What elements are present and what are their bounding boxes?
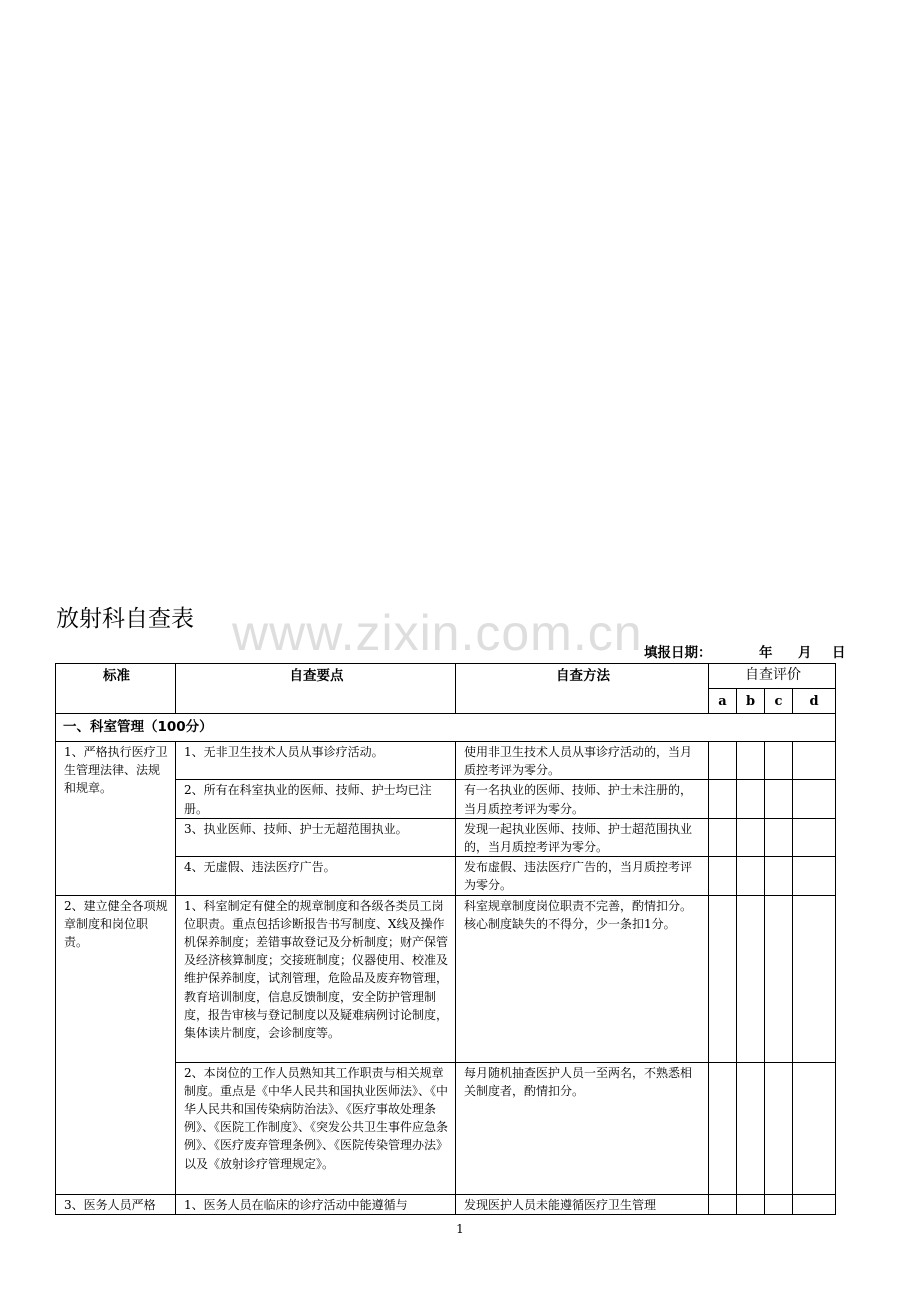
section-heading: 一、科室管理（100分）: [56, 714, 836, 742]
header-b: b: [737, 689, 765, 714]
header-method: 自查方法: [456, 664, 709, 714]
date-label: 填报日期：: [644, 645, 712, 661]
point-cell: 1、科室制定有健全的规章制度和各级各类员工岗位职责。重点包括诊断报告书写制度、X线及操作机保养制度；差错事故登记及分析制度；财产保管及经济核算制度；交接班制度；仪器使用、校准及维护保养制度，试剂管理，危险品及废弃物管理，教育培训制度，信息反馈制度，安全防护管理制度，报告审核与登记制度以及疑难病例讨论制度，集体读片制度，会诊制度等。: [176, 895, 456, 1062]
eval-b-cell[interactable]: [737, 742, 765, 780]
standard-cell: 2、建立健全各项规章制度和岗位职责。: [56, 895, 176, 1194]
standard-cell: 1、严格执行医疗卫生管理法律、法规和规章。: [56, 742, 176, 896]
table-row: [56, 895, 836, 1062]
eval-c-cell[interactable]: [765, 1062, 793, 1194]
document-title: 放射科自查表: [56, 606, 194, 632]
eval-d-cell[interactable]: [793, 895, 836, 1062]
header-points: 自查要点: [176, 664, 456, 714]
eval-c-cell[interactable]: [765, 895, 793, 1062]
eval-d-cell[interactable]: [793, 1194, 836, 1214]
eval-c-cell[interactable]: [765, 780, 793, 818]
eval-a-cell[interactable]: [709, 895, 737, 1062]
point-cell: 1、医务人员在临床的诊疗活动中能遵循与: [176, 1194, 456, 1214]
method-cell: 使用非卫生技术人员从事诊疗活动的，当月质控考评为零分。: [456, 742, 709, 780]
eval-d-cell[interactable]: [793, 857, 836, 895]
eval-a-cell[interactable]: [709, 857, 737, 895]
header-d: d: [793, 689, 836, 714]
eval-b-cell[interactable]: [737, 895, 765, 1062]
eval-c-cell[interactable]: [765, 818, 793, 856]
eval-a-cell[interactable]: [709, 818, 737, 856]
watermark: www.zixin.com.cn: [232, 605, 643, 661]
header-a: a: [709, 689, 737, 714]
eval-d-cell[interactable]: [793, 780, 836, 818]
eval-c-cell[interactable]: [765, 742, 793, 780]
eval-b-cell[interactable]: [737, 818, 765, 856]
header-eval: 自查评价: [709, 664, 836, 689]
header-standard: 标准: [56, 664, 176, 714]
eval-a-cell[interactable]: [709, 742, 737, 780]
eval-b-cell[interactable]: [737, 1062, 765, 1194]
method-cell: 科室规章制度岗位职责不完善，酌情扣分。核心制度缺失的不得分，少一条扣1分。: [456, 895, 709, 1062]
table-row: [56, 742, 836, 780]
self-check-table: [55, 663, 836, 1215]
eval-b-cell[interactable]: [737, 780, 765, 818]
eval-b-cell[interactable]: [737, 1194, 765, 1214]
eval-d-cell[interactable]: [793, 1062, 836, 1194]
date-day: 日: [832, 645, 846, 661]
page-number: 1: [456, 1222, 464, 1236]
method-cell: 发布虚假、违法医疗广告的，当月质控考评为零分。: [456, 857, 709, 895]
date-year: 年: [759, 645, 773, 661]
point-cell: 4、无虚假、违法医疗广告。: [176, 857, 456, 895]
eval-b-cell[interactable]: [737, 857, 765, 895]
eval-d-cell[interactable]: [793, 818, 836, 856]
method-cell: 发现医护人员未能遵循医疗卫生管理: [456, 1194, 709, 1214]
point-cell: 2、所有在科室执业的医师、技师、护士均已注册。: [176, 780, 456, 818]
eval-a-cell[interactable]: [709, 1194, 737, 1214]
point-cell: 3、执业医师、技师、护士无超范围执业。: [176, 818, 456, 856]
eval-c-cell[interactable]: [765, 1194, 793, 1214]
point-cell: 1、无非卫生技术人员从事诊疗活动。: [176, 742, 456, 780]
point-cell: 2、本岗位的工作人员熟知其工作职责与相关规章制度。重点是《中华人民共和国执业医师法》、《中华人民共和国传染病防治法》、《医疗事故处理条例》、《医院工作制度》、《突发公共卫生事件应急条例》、《医疗废弃管理条例》、《医院传染管理办法》以及《放射诊疗管理规定》。: [176, 1062, 456, 1194]
eval-c-cell[interactable]: [765, 857, 793, 895]
table-row: [56, 1194, 836, 1214]
method-cell: 发现一起执业医师、技师、护士超范围执业的，当月质控考评为零分。: [456, 818, 709, 856]
eval-d-cell[interactable]: [793, 742, 836, 780]
header-c: c: [765, 689, 793, 714]
method-cell: 有一名执业的医师、技师、护士未注册的，当月质控考评为零分。: [456, 780, 709, 818]
eval-a-cell[interactable]: [709, 780, 737, 818]
standard-cell: 3、医务人员严格: [56, 1194, 176, 1214]
date-month: 月: [798, 645, 812, 661]
method-cell: 每月随机抽查医护人员一至两名，不熟悉相关制度者，酌情扣分。: [456, 1062, 709, 1194]
eval-a-cell[interactable]: [709, 1062, 737, 1194]
